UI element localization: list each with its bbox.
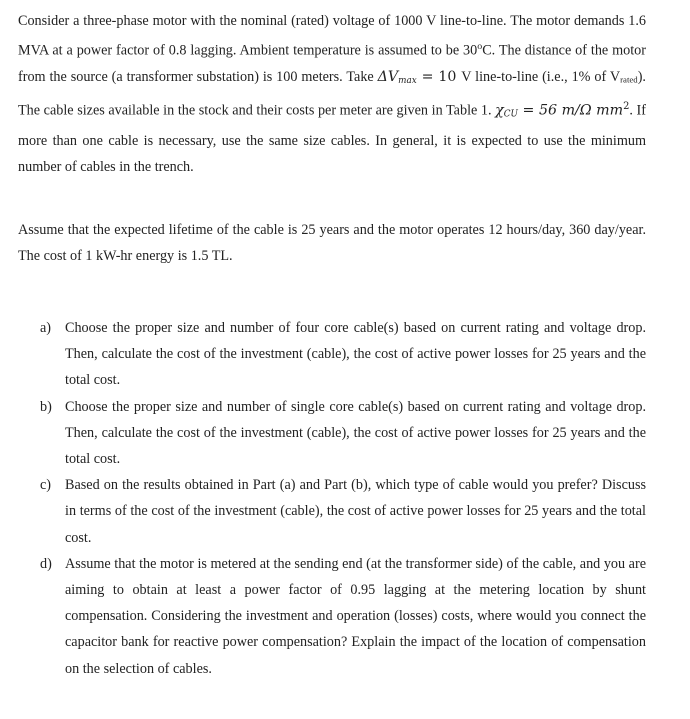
intro-text-1: Consider a three-phase motor with the nominal (rated) voltage of 1000 V line-to-line. The motor demands 1.6 MVA at a power factor of 0.8 lagging. Ambient temperature is assumed to be 30: [18, 13, 646, 59]
delta-v-value: = 10: [416, 68, 462, 85]
question-a: [18, 315, 646, 394]
question-text: Based on the results obtained in Part (a) and Part (b), which type of cable would you prefer? Discuss in terms of the cost of the investment (cable), the cost of active power losses for 25 years and the total cost.: [65, 477, 646, 546]
question-d: [18, 551, 646, 682]
intro-text-2: C. The distance of the motor from the source (a transformer substation) is 100 meters. Take: [18, 42, 646, 85]
chi-exponent: 2: [623, 101, 630, 113]
question-list: [18, 315, 646, 682]
degree-symbol: o: [477, 41, 483, 53]
question-label: c): [40, 477, 52, 494]
delta-v-symbol: ΔV: [377, 68, 399, 85]
chi-subscript: CU: [503, 109, 518, 120]
chi-value: 56 m/Ω mm: [538, 102, 624, 119]
problem-statement: [18, 8, 646, 181]
question-text: Choose the proper size and number of four core cable(s) based on current rating and voltage drop. Then, calculate the cost of the investment (cable), the cost of active power losses for 25 years and the total cost.: [65, 320, 646, 389]
intro-text-4: ). The cable sizes available in the stock and their costs per meter are given in Table 1.: [18, 68, 646, 119]
assumptions-paragraph: Assume that the expected lifetime of the cable is 25 years and the motor operates 12 hours/day, 360 day/year. The cost of 1 kW-hr energy is 1.5 TL.: [18, 222, 646, 265]
intro-text-3: V line-to-line (i.e., 1% of V: [461, 68, 621, 85]
question-text: Choose the proper size and number of single core cable(s) based on current rating and voltage drop. Then, calculate the cost of the investment (cable), the cost of active power losses for 25 years and the total cost.: [65, 398, 646, 468]
chi-symbol: χ: [495, 102, 504, 119]
question-c: [18, 472, 646, 551]
intro-text-5: . If more than one cable is necessary, use the same size cables. In general, it is expected to use the minimum number of cables in the trench.: [18, 102, 646, 176]
question-b: [18, 394, 646, 473]
rated-subscript: rated: [620, 74, 638, 85]
chi-equals: =: [517, 102, 539, 119]
question-label: b): [40, 398, 52, 415]
question-label: d): [40, 555, 52, 572]
question-text: Assume that the motor is metered at the sending end (at the transformer side) of the cable, and you are aiming to obtain at least a power factor of 0.95 lagging at the metering location by shunt compensation. Considering the investment and operation (losses) costs, where would you connect the capacitor bank for reactive power compensation? Explain the impact of the location of compensation on the selection of cables.: [65, 555, 646, 677]
question-label: a): [40, 320, 52, 336]
delta-v-subscript: max: [398, 76, 417, 87]
